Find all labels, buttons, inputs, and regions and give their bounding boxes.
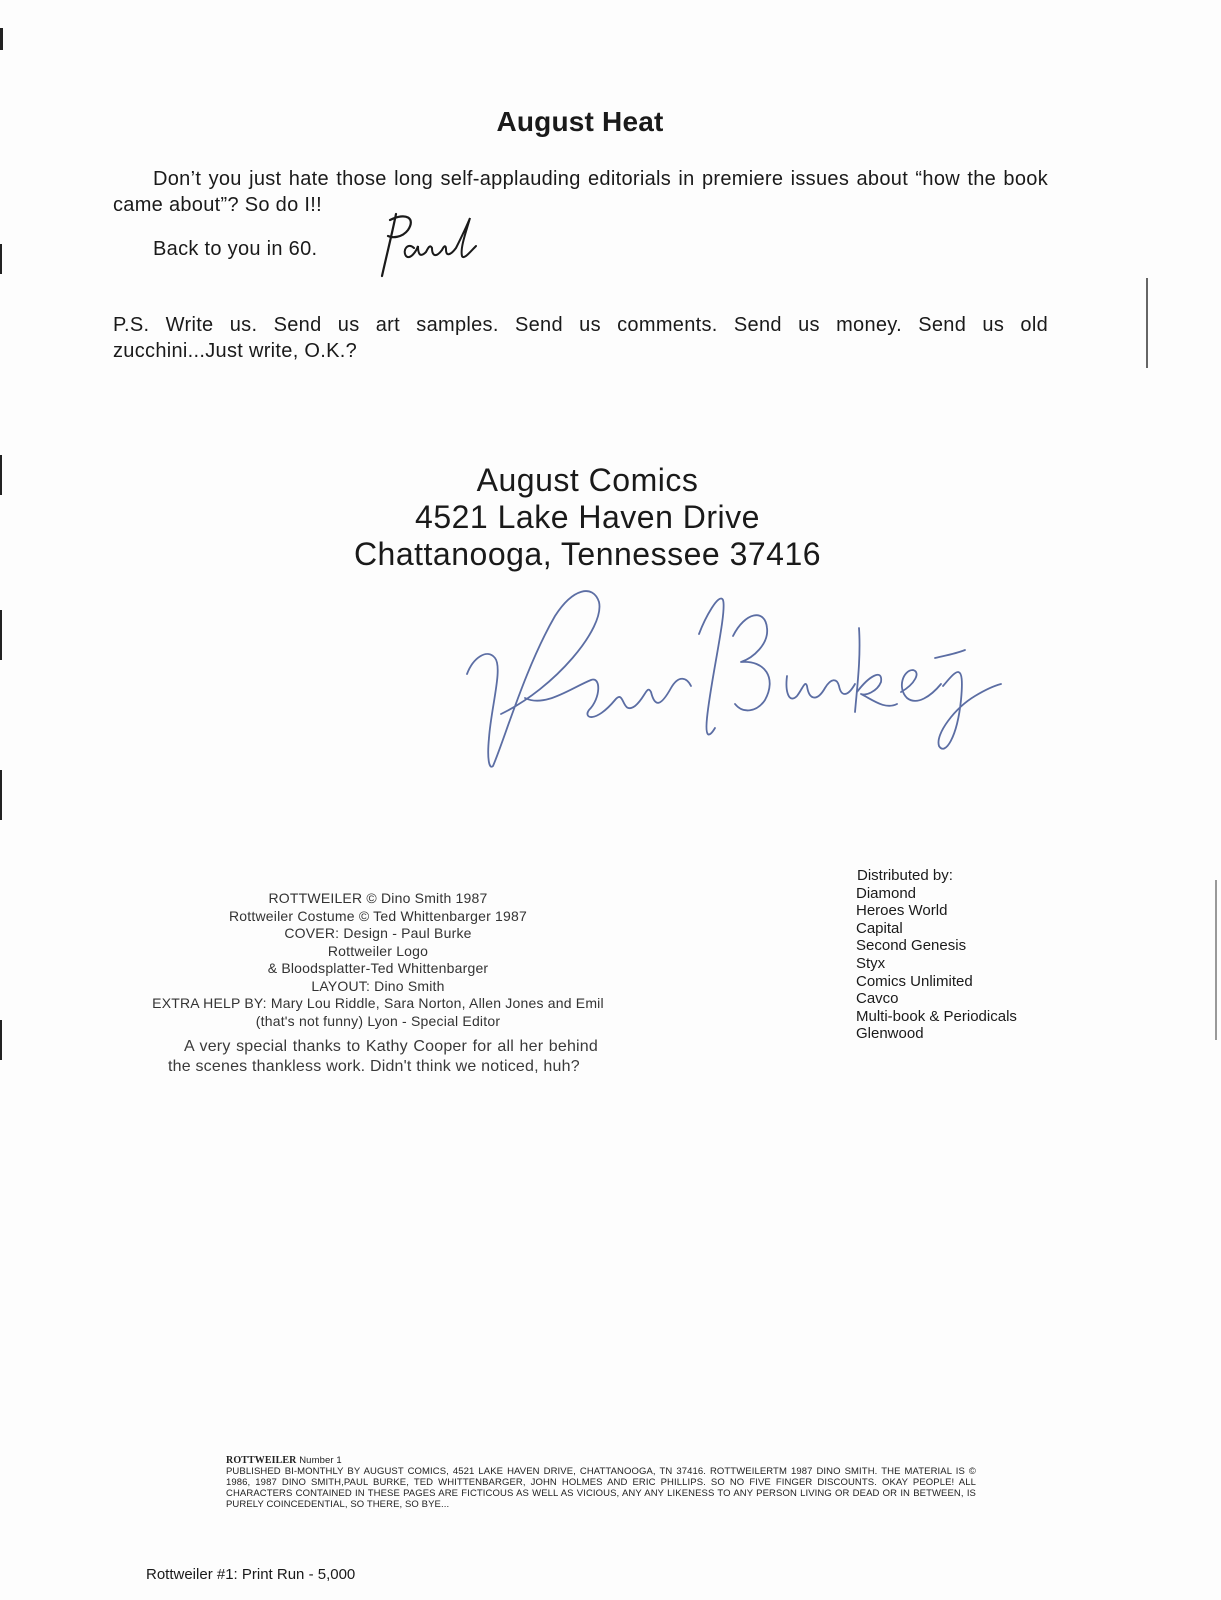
indicia-body: PUBLISHED BI-MONTHLY BY AUGUST COMICS, 4521 LAKE HAVEN DRIVE, CHATTANOOGA, TN 37416. ROTTWEILERTM 1987 DINO SMITH. THE MATERIAL IS © 1986, 1987 DINO SMITH,PAUL BURKE, TED WHITTENBARGER, JOHN HOLMES AND ERIC PHILLIPS. SO NO FIVE FINGER DISCOUNTS. OKAY PEOPLE! ALL CHARACTERS CONTAINED IN THESE PAGES ARE FICTICOUS AS WELL AS VICIOUS, ANY ANY LIKENESS TO ANY PERSON LIVING OR DEAD OR IN BETWEEN, IS PURELY COINCEDENTIAL, SO THERE, SO BYE... — [226, 1466, 976, 1510]
scan-edge-mark — [0, 244, 2, 274]
distributors-list — [856, 867, 1017, 1043]
credit-line: Rottweiler Logo — [327, 942, 429, 959]
distributor-item: Diamond — [856, 884, 917, 902]
distributor-item: Multi-book & Periodicals — [856, 1007, 1017, 1025]
distributor-item: Styx — [856, 954, 886, 972]
distributor-item: Second Genesis — [856, 937, 967, 955]
scan-edge-mark — [0, 28, 3, 50]
address-name: August Comics — [476, 462, 699, 498]
address-street: 4521 Lake Haven Drive — [415, 499, 760, 535]
editorial-paragraph: Don’t you just hate those long self-applauding editorials in premiere issues about “how the book came about”? So do I!! — [113, 168, 1048, 216]
distributor-item: Heroes World — [856, 902, 948, 920]
address-city: Chattanooga, Tennessee 37416 — [353, 536, 822, 572]
print-run-note: Rottweiler #1: Print Run - 5,000 — [146, 1566, 356, 1583]
credit-line: & Bloodsplatter-Ted Whittenbarger — [267, 960, 489, 976]
special-thanks-note: A very special thanks to Kathy Cooper for all her behind the scenes thankless work. Didn't think we noticed, huh? — [168, 1038, 598, 1075]
distributors-label: Distributed by: — [857, 867, 953, 884]
scan-edge-mark — [0, 1020, 2, 1060]
credit-line: EXTRA HELP BY: Mary Lou Riddle, Sara Norton, Allen Jones and Emil — [152, 995, 604, 1011]
distributor-item: Capital — [856, 919, 903, 937]
credits-block — [108, 890, 648, 1030]
postscript-line: P.S. Write us. Send us art samples. Send us comments. Send us money. Send us old — [113, 314, 1048, 336]
credit-line: COVER: Design - Paul Burke — [284, 925, 472, 941]
editorial-signoff: Back to you in 60. — [153, 238, 318, 260]
mailing-address — [0, 462, 1175, 573]
editorial-postscript — [113, 312, 1048, 364]
editorial-title: August Heat — [496, 106, 664, 137]
indicia-title: ROTTWEILER — [226, 1455, 297, 1466]
distributor-item: Cavco — [856, 990, 899, 1008]
scan-edge-mark — [1146, 278, 1148, 368]
publication-indicia — [226, 1455, 976, 1510]
handwritten-signature-paul — [372, 208, 492, 285]
indicia-number: Number 1 — [299, 1455, 342, 1466]
autograph-signature — [465, 588, 1005, 783]
distributor-item: Glenwood — [856, 1025, 924, 1043]
scan-edge-mark — [0, 770, 2, 820]
distributor-item: Comics Unlimited — [856, 972, 973, 990]
scan-edge-mark — [1215, 880, 1217, 1040]
credit-line: ROTTWEILER © Dino Smith 1987 — [268, 890, 488, 906]
credit-line: (that's not funny) Lyon - Special Editor — [255, 1012, 501, 1029]
scan-edge-mark — [0, 610, 2, 660]
credit-line: LAYOUT: Dino Smith — [311, 977, 445, 994]
credit-line: Rottweiler Costume © Ted Whittenbarger 1987 — [228, 907, 528, 924]
postscript-line: zucchini...Just write, O.K.? — [113, 340, 358, 362]
